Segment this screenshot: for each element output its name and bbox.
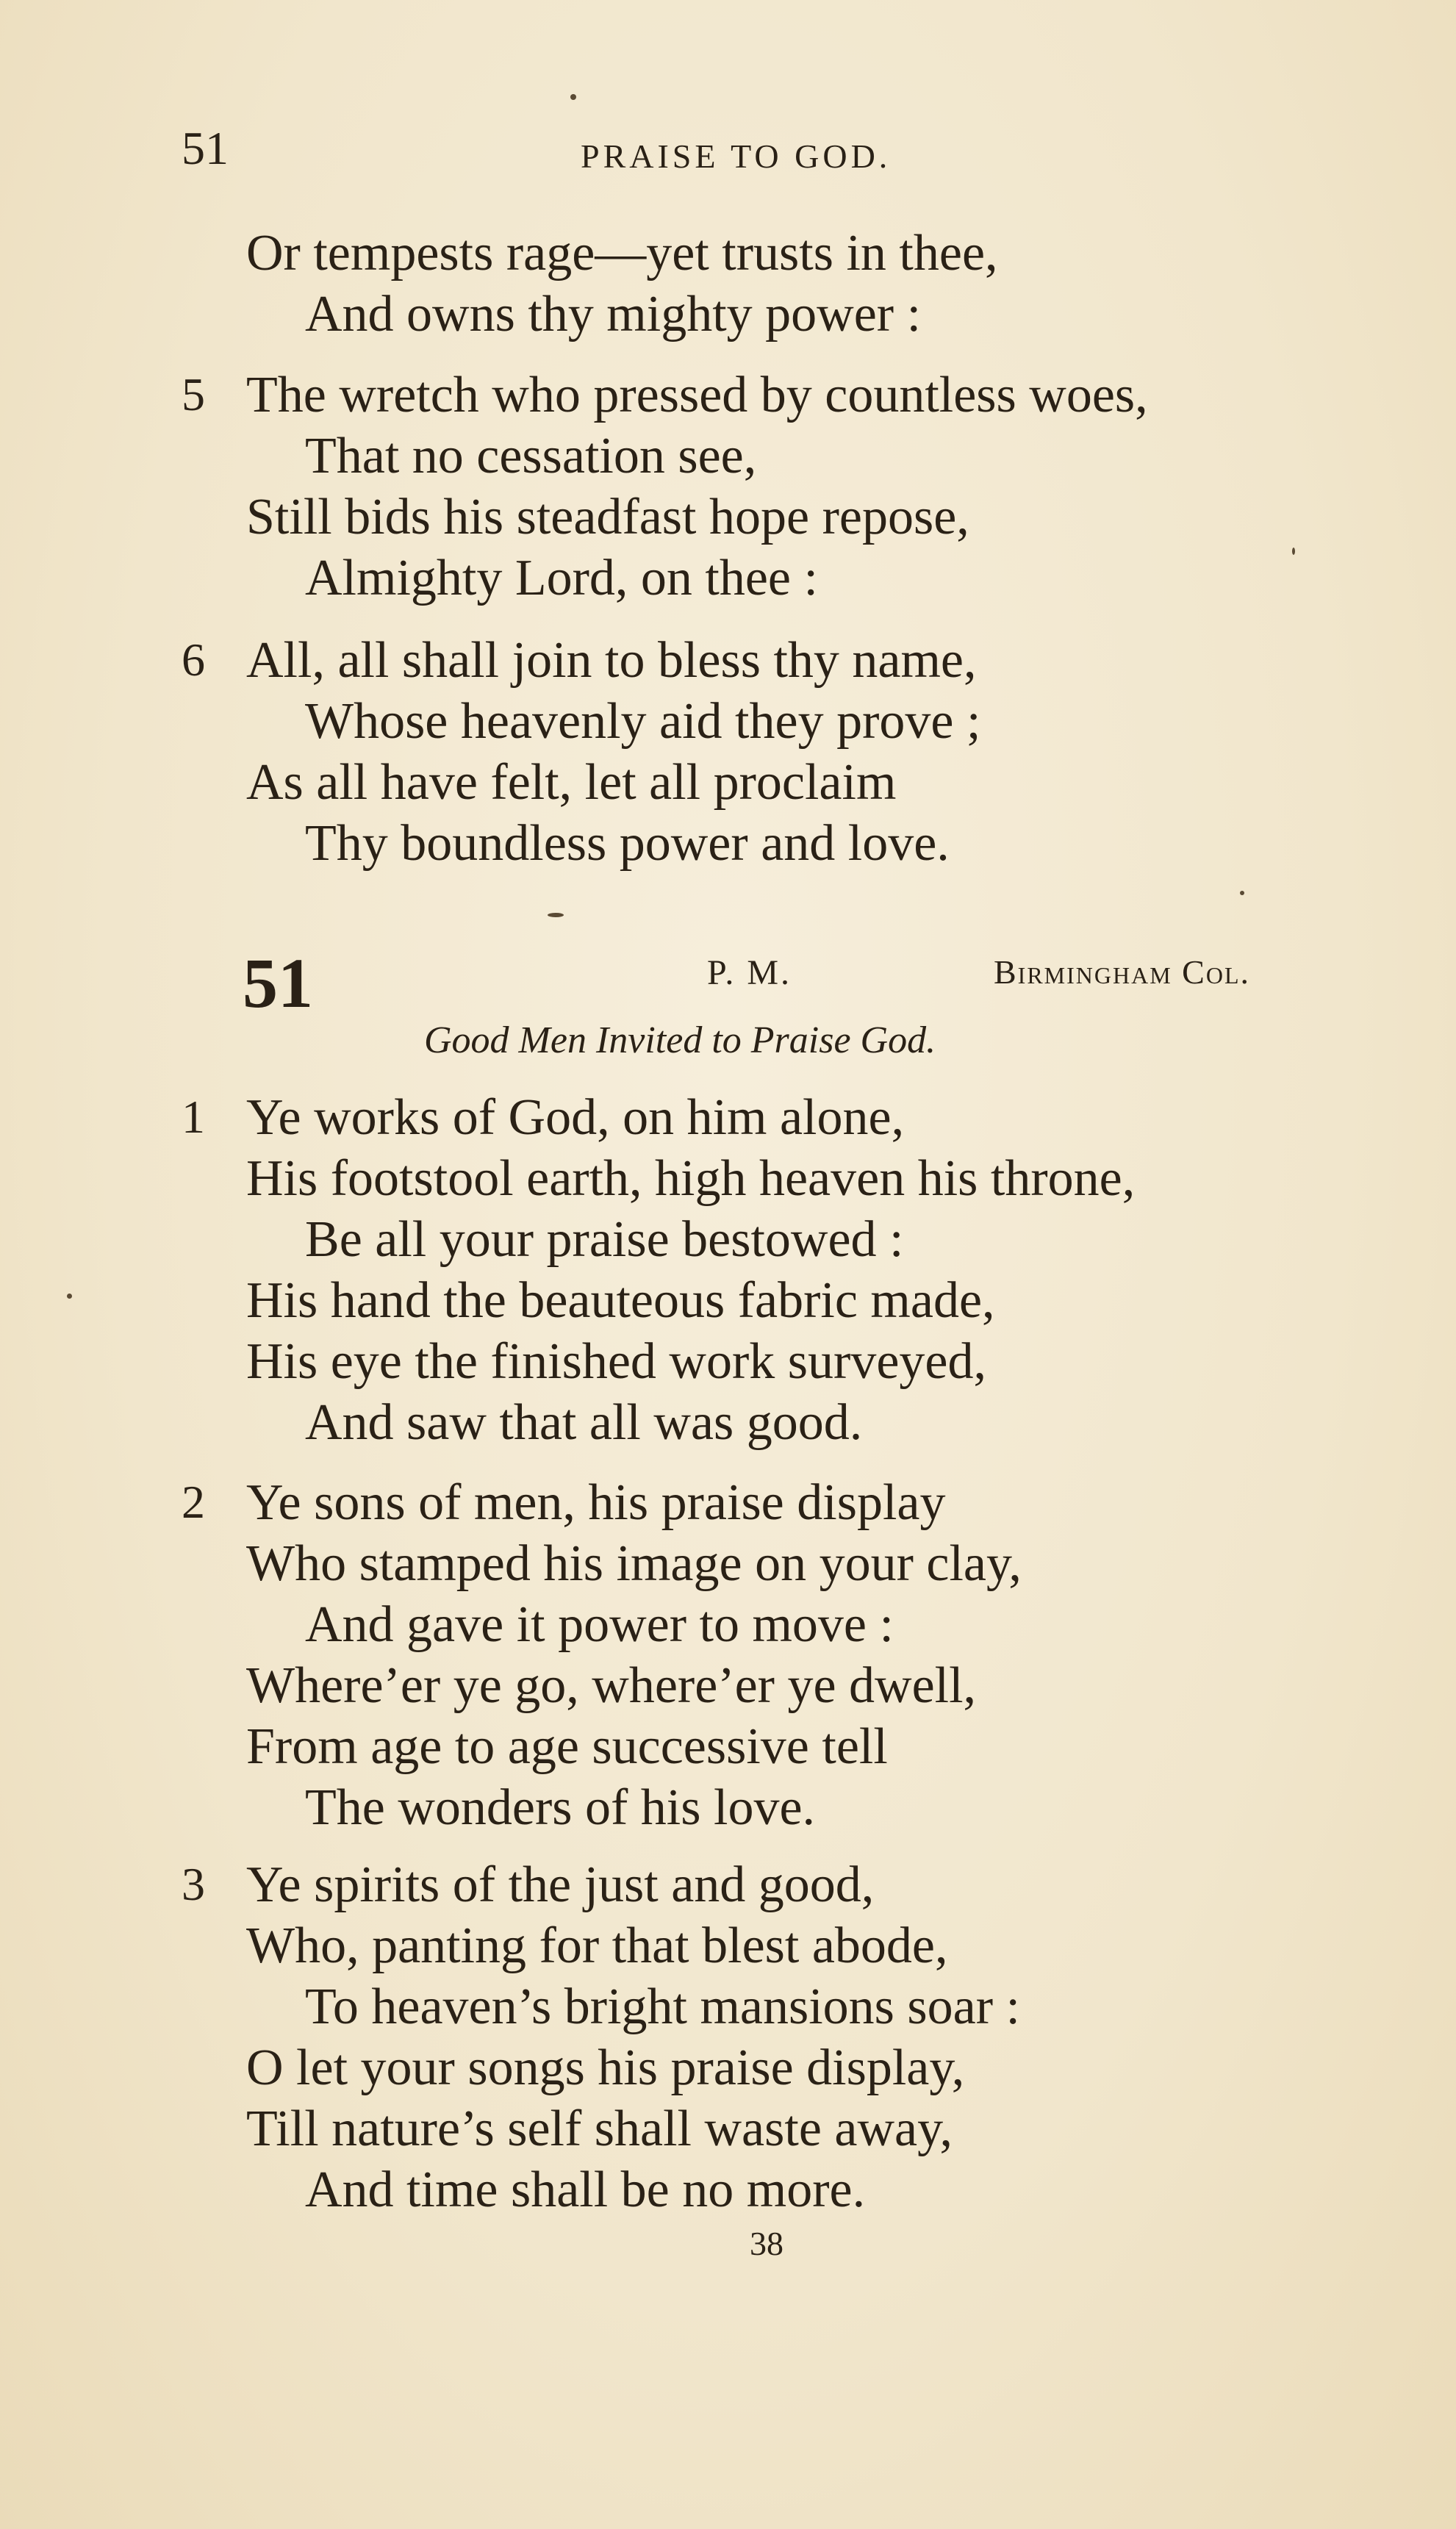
verse-line: The wonders of his love. [305, 1779, 816, 1836]
verse-line: As all have felt, let all proclaim [246, 754, 897, 811]
verse-line: And time shall be no more. [305, 2162, 866, 2218]
verse-line: And gave it power to move : [305, 1596, 894, 1653]
verse-line: All, all shall join to bless thy name, [246, 632, 977, 689]
verse-line: From age to age successive tell [246, 1718, 888, 1775]
verse-line: And saw that all was good. [305, 1394, 863, 1451]
verse-line: The wretch who pressed by countless woes, [246, 367, 1148, 423]
verse-line: His footstool earth, high heaven his throne, [246, 1150, 1136, 1207]
verse-line: Thy boundless power and love. [305, 815, 950, 872]
hymn-subtitle: Good Men Invited to Praise God. [424, 1019, 936, 1061]
signature-mark: 38 [750, 2225, 783, 2262]
hymn-meter: P. M. [707, 953, 792, 992]
verse-line: Where’er ye go, where’er ye dwell, [246, 1657, 977, 1714]
verse-number: 2 [182, 1476, 205, 1528]
verse-line: His eye the finished work surveyed, [246, 1333, 986, 1390]
verse-line: Whose heavenly aid they prove ; [305, 693, 981, 750]
verse-line: O let your songs his praise display, [246, 2040, 965, 2096]
paper-speck [1240, 891, 1244, 895]
verse-line: And owns thy mighty power : [305, 286, 922, 342]
verse-line: Who stamped his image on your clay, [246, 1535, 1022, 1592]
verse-number: 5 [182, 368, 205, 420]
verse-line: To heaven’s bright mansions soar : [305, 1979, 1020, 2035]
verse-line: Ye spirits of the just and good, [246, 1857, 875, 1913]
paper-speck [570, 94, 576, 100]
verse-number: 3 [182, 1858, 205, 1910]
verse-line: Ye sons of men, his praise display [246, 1474, 946, 1531]
paper-speck [1292, 548, 1295, 555]
paper-speck [67, 1294, 72, 1299]
verse-line: His hand the beauteous fabric made, [246, 1272, 995, 1329]
verse-line: Till nature’s self shall waste away, [246, 2101, 953, 2157]
hymn-number: 51 [243, 944, 313, 1022]
verse-line: Who, panting for that blest abode, [246, 1918, 948, 1974]
verse-line: Be all your praise bestowed : [305, 1211, 904, 1268]
verse-line: Still bids his steadfast hope repose, [246, 489, 969, 545]
running-title: PRAISE TO GOD. [581, 137, 892, 175]
page-number: 51 [182, 122, 229, 174]
verse-line: Ye works of God, on him alone, [246, 1089, 905, 1146]
verse-line: That no cessation see, [305, 428, 757, 484]
paper-speck [548, 913, 564, 917]
verse-number: 1 [182, 1091, 205, 1143]
verse-line: Or tempests rage—yet trusts in thee, [246, 225, 998, 281]
verse-line: Almighty Lord, on thee : [305, 550, 818, 606]
hymn-tune: Birmingham Col. [994, 953, 1251, 991]
verse-number: 6 [182, 634, 205, 686]
